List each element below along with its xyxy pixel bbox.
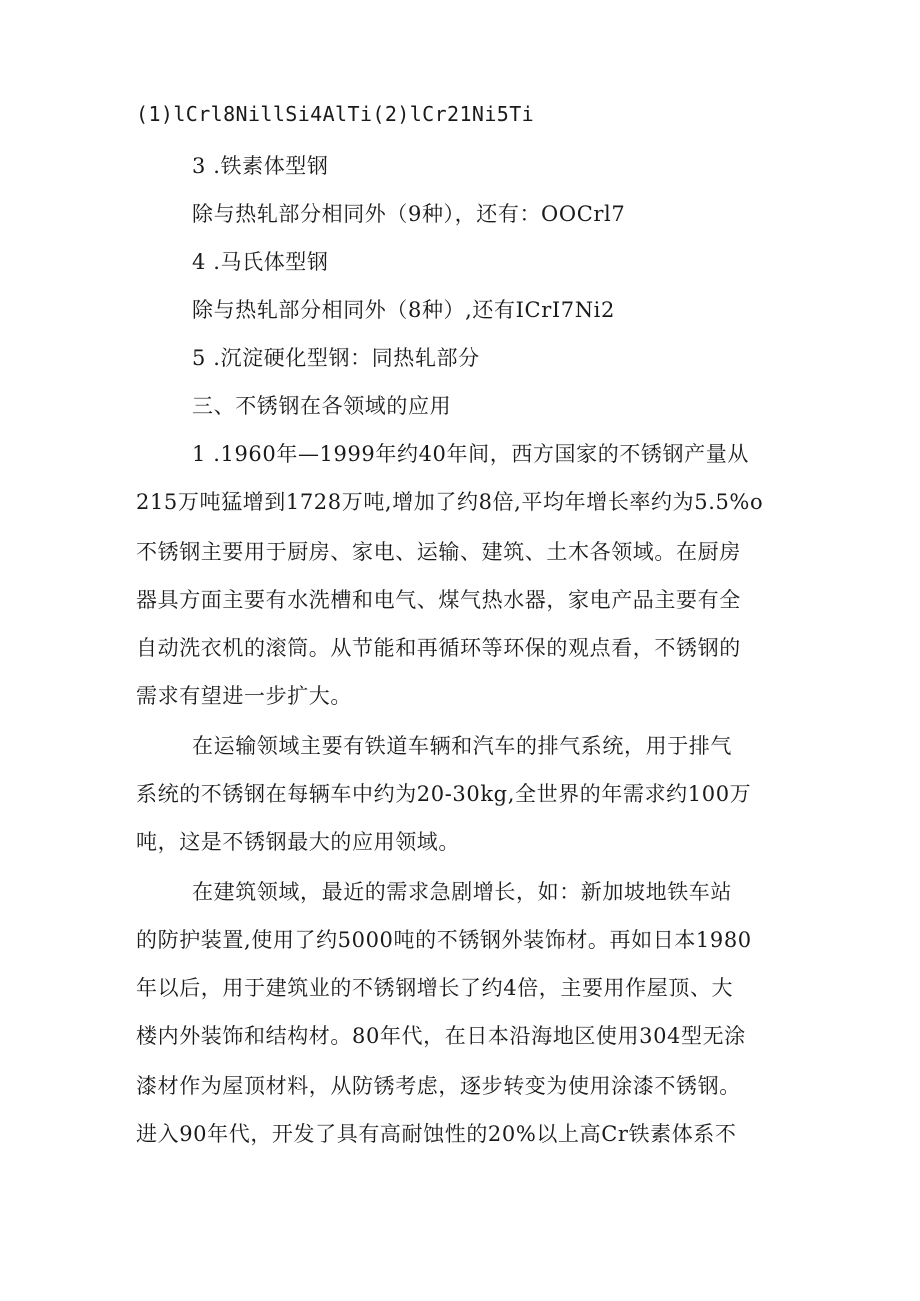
paragraph-line: 漆材作为屋顶材料，从防锈考虑，逐步转变为使用涂漆不锈钢。 (136, 1074, 741, 1098)
paragraph-line: 吨，这是不锈钢最大的应用领域。 (136, 830, 460, 854)
paragraph-line: 器具方面主要有水洗槽和电气、煤气热水器，家电产品主要有全 (136, 588, 741, 612)
paragraph-line: 215万吨猛增到1728万吨,增加了约8倍,平均年增长率约为5.5%o (136, 490, 764, 514)
paragraph-line: 系统的不锈钢在每辆车中约为20-30kg,全世界的年需求约100万 (136, 782, 752, 806)
paragraph-line: 需求有望进一步扩大。 (136, 684, 352, 708)
heading-martensitic-steel: 4 .马氏体型钢 (192, 250, 329, 274)
paragraph-line: 在运输领域主要有铁道车辆和汽车的排气系统，用于排气 (192, 734, 732, 758)
paragraph-line: 不锈钢主要用于厨房、家电、运输、建筑、土木各领域。在厨房 (136, 540, 741, 564)
heading-ferritic-steel: 3 .铁素体型钢 (192, 154, 329, 178)
paragraph-line: 的防护装置,使用了约5000吨的不锈钢外装饰材。再如日本1980 (136, 928, 752, 952)
paragraph-line: 在建筑领域，最近的需求急剧增长，如：新加坡地铁车站 (192, 880, 732, 904)
paragraph-line: 进入90年代，开发了具有高耐蚀性的20%以上高Cr铁素体系不 (136, 1122, 737, 1146)
paragraph-line: 自动洗衣机的滚筒。从节能和再循环等环保的观点看，不锈钢的 (136, 636, 741, 660)
paragraph-line: 1 .1960年—1999年约40年间，西方国家的不锈钢产量从 (192, 442, 749, 466)
ferritic-steel-text: 除与热轧部分相同外（9种），还有：OOCrl7 (192, 202, 626, 226)
martensitic-steel-text: 除与热轧部分相同外（8种）,还有ICrI7Ni2 (192, 298, 615, 322)
section-heading-applications: 三、不锈钢在各领域的应用 (192, 394, 452, 418)
grade-list-line: (1)lCrl8NillSi4AlTi(2)lCr21Ni5Ti (136, 102, 535, 126)
heading-precipitation-steel: 5 .沉淀硬化型钢：同热轧部分 (192, 346, 480, 370)
paragraph-line: 楼内外装饰和结构材。80年代，在日本沿海地区使用304型无涂 (136, 1024, 746, 1048)
paragraph-line: 年以后，用于建筑业的不锈钢增长了约4倍，主要用作屋顶、大 (136, 976, 734, 1000)
